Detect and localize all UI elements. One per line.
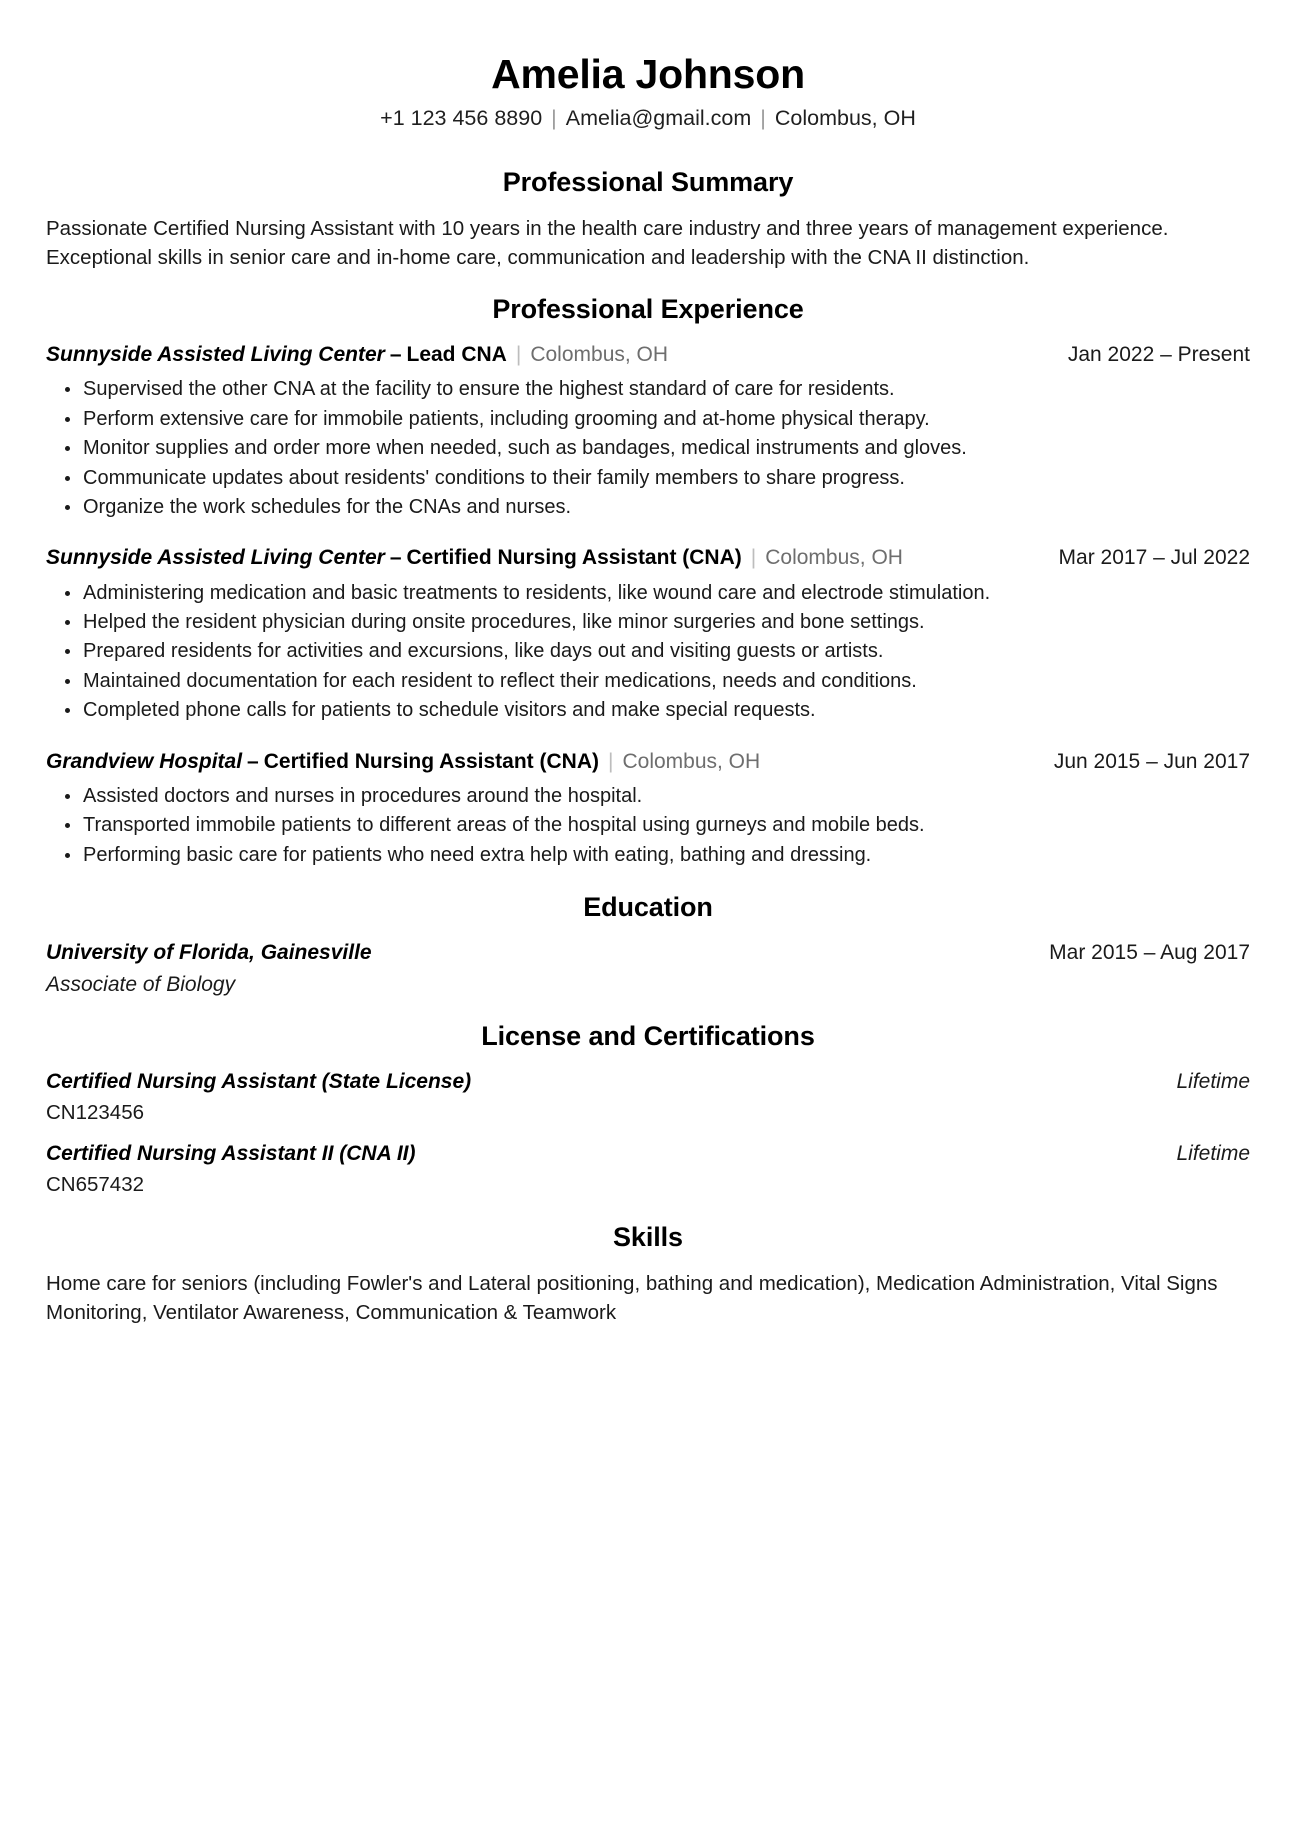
experience-entry-heading-group	[46, 748, 760, 775]
experience-dash: –	[389, 343, 402, 367]
education-entry	[46, 939, 1250, 999]
experience-dash: –	[247, 749, 259, 773]
experience-dash: –	[389, 546, 402, 570]
list-item: Maintained documentation for each resident to reflect their medications, needs and conditions.	[46, 667, 1250, 696]
experience-divider: |	[750, 546, 757, 570]
certification-validity: Lifetime	[1176, 1070, 1250, 1094]
experience-entry-header	[46, 544, 1250, 571]
experience-company: Grandview Hospital	[46, 749, 243, 773]
section-certifications	[46, 1021, 1250, 1199]
list-item: Monitor supplies and order more when needed, such as bandages, medical instruments and gloves.	[46, 434, 1250, 463]
experience-location: Colombus, OH	[622, 749, 761, 773]
experience-dates: Jun 2015 – Jun 2017	[1053, 749, 1250, 773]
section-title-education: Education	[583, 892, 713, 923]
experience-bullet-list	[46, 782, 1250, 870]
experience-dates: Mar 2017 – Jul 2022	[1058, 546, 1250, 570]
summary-text: Passionate Certified Nursing Assistant with 10 years in the health care industry and three years of management experience. Exceptional skills in senior care and in-home care, communication and leadership with the CNA II distinction.	[46, 216, 1169, 270]
experience-entry-heading-group	[46, 544, 903, 571]
education-dates: Mar 2015 – Aug 2017	[1049, 941, 1250, 965]
list-item: Assisted doctors and nurses in procedures around the hospital.	[46, 782, 1250, 811]
experience-location: Colombus, OH	[530, 343, 669, 367]
certification-number: CN657432	[46, 1172, 145, 1196]
contact-separator-1: |	[551, 105, 557, 130]
experience-entry	[46, 544, 1250, 725]
certification-number: CN123456	[46, 1101, 145, 1125]
section-title-certifications: License and Certifications	[481, 1021, 815, 1052]
experience-role: Certified Nursing Assistant (CNA)	[263, 749, 599, 773]
contact-separator-2: |	[760, 105, 766, 130]
experience-entry-heading-group	[46, 341, 668, 368]
list-item: Helped the resident physician during onsite procedures, like minor surgeries and bone settings.	[46, 608, 1250, 637]
contact-location: Colombus, OH	[774, 105, 916, 130]
certification-entry	[46, 1140, 1250, 1200]
certification-validity: Lifetime	[1176, 1142, 1250, 1166]
list-item: Performing basic care for patients who need extra help with eating, bathing and dressing.	[46, 841, 1250, 870]
candidate-name: Amelia Johnson	[491, 51, 805, 97]
list-item: Prepared residents for activities and excursions, like days out and visiting guests or artists.	[46, 637, 1250, 666]
experience-entry-header	[46, 341, 1250, 368]
section-professional-summary	[46, 167, 1250, 272]
certification-name: Certified Nursing Assistant II (CNA II)	[46, 1142, 416, 1166]
section-professional-experience	[46, 294, 1250, 870]
contact-email: Amelia@gmail.com	[565, 105, 752, 130]
certification-entry	[46, 1068, 1250, 1128]
experience-bullet-list	[46, 375, 1250, 522]
section-title-experience: Professional Experience	[492, 294, 804, 325]
resume-header	[46, 52, 1250, 133]
experience-divider: |	[515, 343, 522, 367]
contact-phone: +1 123 456 8890	[380, 105, 543, 130]
list-item: Transported immobile patients to different areas of the hospital using gurneys and mobile beds.	[46, 811, 1250, 840]
contact-line	[46, 104, 1250, 133]
experience-role: Lead CNA	[406, 343, 507, 367]
experience-entry-header	[46, 748, 1250, 775]
list-item: Supervised the other CNA at the facility to ensure the highest standard of care for residents.	[46, 375, 1250, 404]
experience-entry	[46, 748, 1250, 870]
section-education	[46, 892, 1250, 999]
education-degree: Associate of Biology	[46, 973, 236, 997]
experience-role: Certified Nursing Assistant (CNA)	[406, 546, 742, 570]
list-item: Completed phone calls for patients to schedule visitors and make special requests.	[46, 696, 1250, 725]
list-item: Communicate updates about residents' conditions to their family members to share progress.	[46, 464, 1250, 493]
experience-divider: |	[608, 749, 614, 773]
section-skills	[46, 1222, 1250, 1328]
skills-text: Home care for seniors (including Fowler's and Lateral positioning, bathing and medication), Medication Administration, Vital Signs Monitoring, Ventilator Awareness, Communication & Teamwork	[46, 1271, 1218, 1325]
certification-entry-header	[46, 1068, 1250, 1096]
experience-company: Sunnyside Assisted Living Center	[46, 546, 385, 570]
certification-name: Certified Nursing Assistant (State License)	[46, 1070, 472, 1094]
section-title-summary: Professional Summary	[502, 166, 794, 197]
experience-entry	[46, 341, 1250, 522]
experience-company: Sunnyside Assisted Living Center	[46, 343, 385, 367]
list-item: Organize the work schedules for the CNAs and nurses.	[46, 493, 1250, 522]
experience-location: Colombus, OH	[765, 546, 903, 570]
list-item: Administering medication and basic treatments to residents, like wound care and electrode stimulation.	[46, 579, 1250, 608]
education-school: University of Florida, Gainesville	[46, 941, 372, 965]
certification-entry-header	[46, 1140, 1250, 1168]
list-item: Perform extensive care for immobile patients, including grooming and at-home physical therapy.	[46, 405, 1250, 434]
experience-bullet-list	[46, 579, 1250, 726]
education-entry-header	[46, 939, 1250, 967]
section-title-skills: Skills	[613, 1221, 683, 1252]
experience-dates: Jan 2022 – Present	[1067, 343, 1250, 367]
